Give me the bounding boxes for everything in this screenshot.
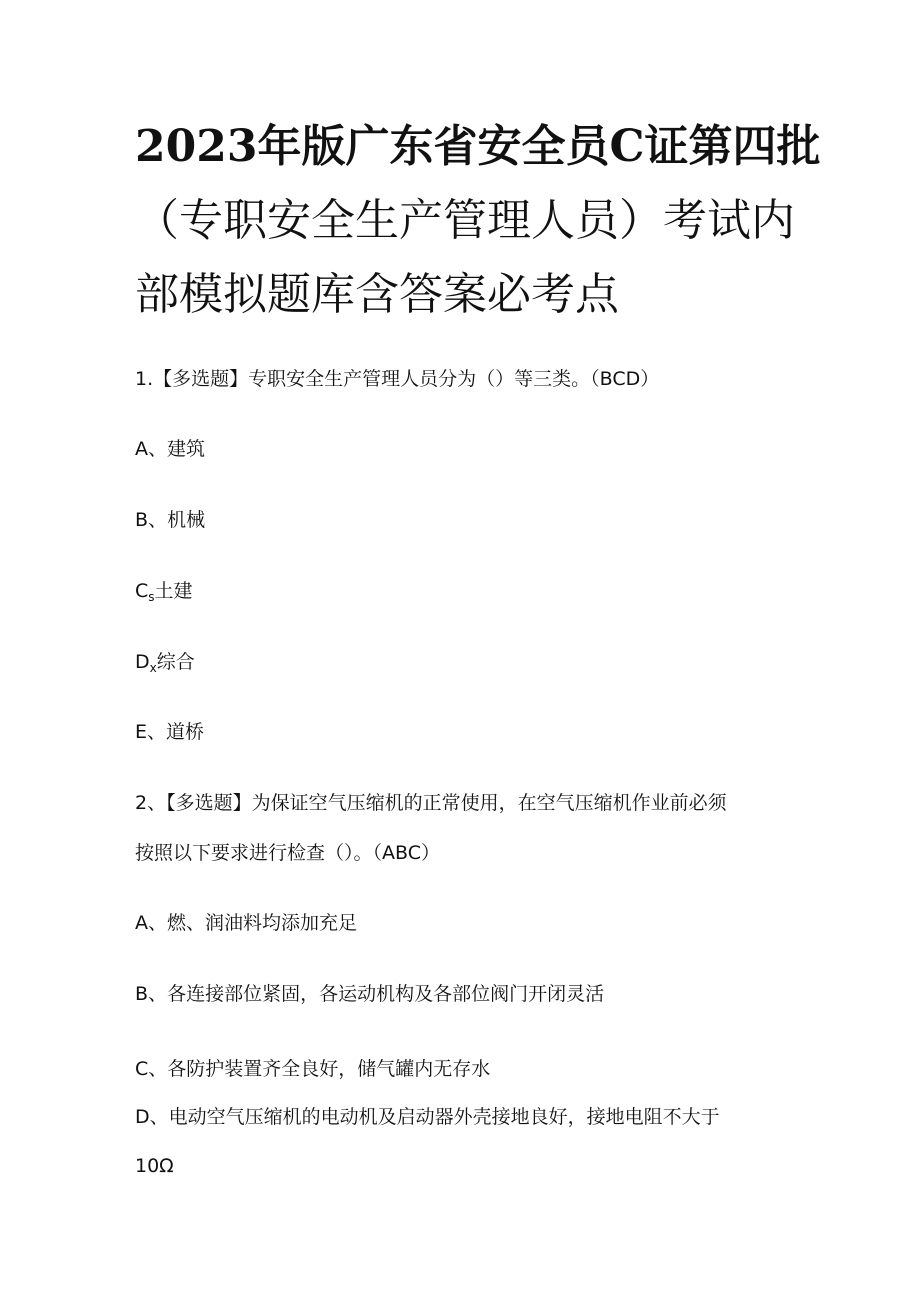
option-letter: E (135, 721, 148, 743)
option-text: 综合 (156, 651, 195, 673)
option-text: 电动空气压缩机的电动机及启动器外壳接地良好，接地电阻不大于 (168, 1106, 720, 1128)
option-letter: A (135, 912, 148, 934)
option-separator: 、 (148, 912, 168, 934)
option-separator: 、 (147, 721, 167, 743)
question-2-stem-line-2: 按照以下要求进行检查（）。（ABC） (135, 842, 440, 864)
document-title-line-2: （专职安全生产管理人员）考试内 (135, 195, 795, 246)
question-2-option-b (135, 982, 604, 1006)
option-text: 各防护装置齐全良好，储气罐内无存水 (167, 1058, 491, 1080)
option-text: 建筑 (167, 438, 206, 460)
question-2-option-d-continuation: 10Ω (135, 1155, 174, 1177)
option-letter: C (135, 1058, 149, 1080)
question-2-option-a (135, 911, 357, 935)
question-2-option-d (135, 1105, 720, 1129)
option-text: 燃、润油料均添加充足 (167, 912, 358, 934)
option-separator: x (149, 661, 157, 675)
question-2-option-c (135, 1057, 490, 1081)
question-2-stem-line-1: 2、【多选题】为保证空气压缩机的正常使用，在空气压缩机作业前必须 (135, 792, 727, 814)
document-title-line-3: 部模拟题库含答案必考点 (135, 269, 619, 320)
document-title-line-1: 2023年版广东省安全员C证第四批 (135, 121, 821, 172)
question-1-stem: 1.【多选题】专职安全生产管理人员分为（）等三类。（BCD） (135, 368, 660, 390)
option-separator: 、 (148, 1058, 168, 1080)
option-separator: 、 (149, 1106, 169, 1128)
question-1-option-d (135, 650, 195, 676)
option-text: 各连接部位紧固，各运动机构及各部位阀门开闭灵活 (167, 983, 605, 1005)
question-1-option-a (135, 437, 205, 461)
option-separator: 、 (148, 509, 168, 531)
question-1-option-b (135, 508, 205, 532)
option-letter: C (135, 580, 149, 602)
option-separator: s (148, 590, 155, 604)
option-letter: D (135, 651, 150, 673)
option-letter: B (135, 983, 149, 1005)
option-letter: B (135, 509, 149, 531)
option-text: 道桥 (166, 721, 205, 743)
option-letter: A (135, 438, 148, 460)
option-separator: 、 (148, 438, 168, 460)
question-1-option-c (135, 579, 193, 605)
option-text: 土建 (154, 580, 193, 602)
question-1-option-e (135, 720, 204, 744)
option-text: 机械 (167, 509, 206, 531)
option-separator: 、 (148, 983, 168, 1005)
option-letter: D (135, 1106, 150, 1128)
